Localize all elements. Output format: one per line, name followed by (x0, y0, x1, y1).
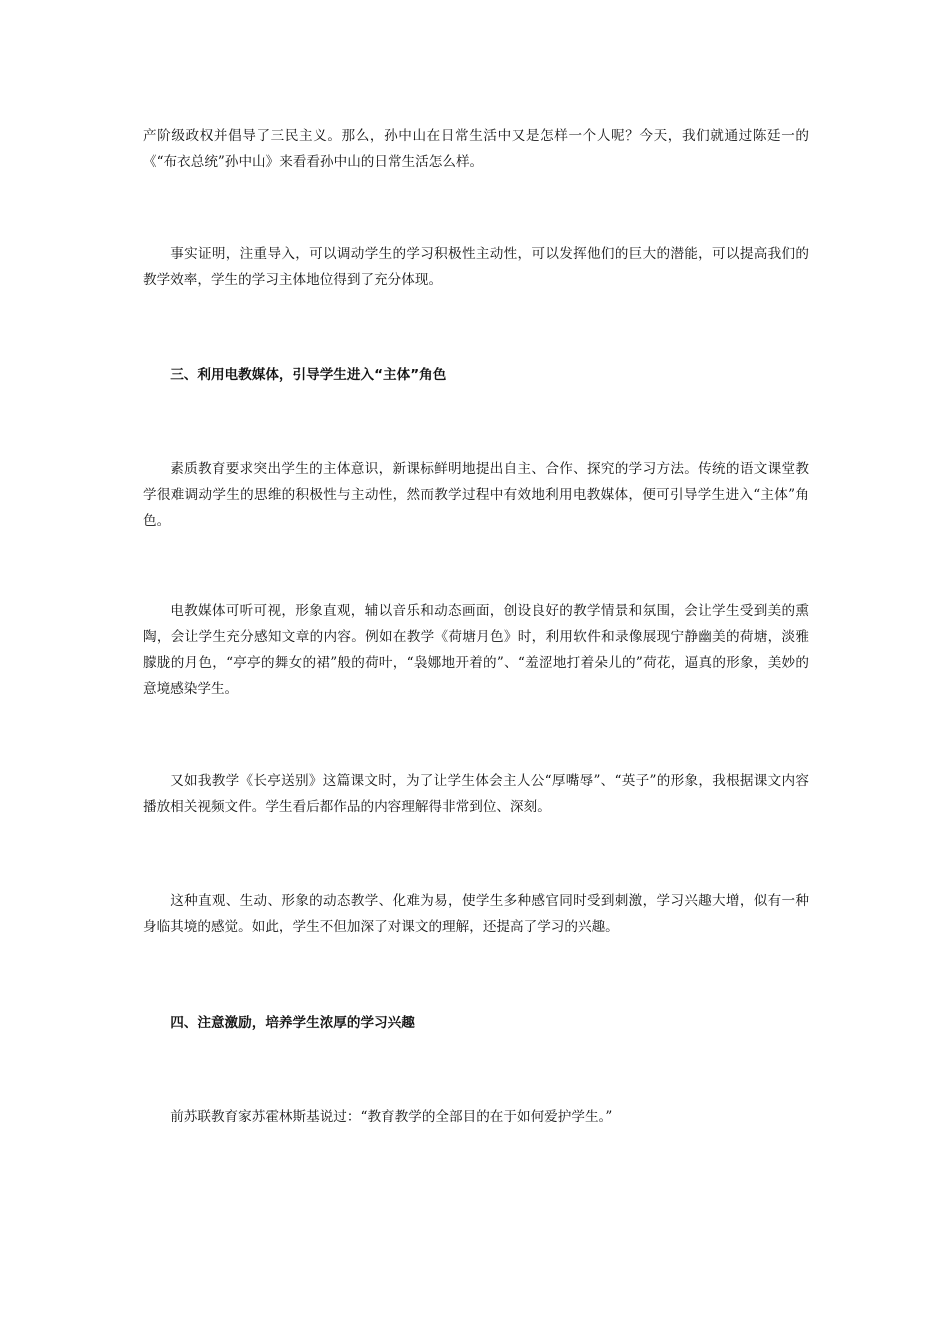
paragraph-introduction-effect: 事实证明，注重导入，可以调动学生的学习积极性主动性，可以发挥他们的巨大的潜能，可以提高我们的教学效率，学生的学习主体地位得到了充分体现。 (143, 246, 809, 288)
section-heading-3: 三、利用电教媒体，引导学生进入“主体”角色 (170, 367, 447, 383)
paragraph-quality-education: 素质教育要求突出学生的主体意识，新课标鲜明地提出自主、合作、探究的学习方法。传统的语文课堂教学很难调动学生的思维的积极性与主动性，然而教学过程中有效地利用电教媒体，便可引导学生进入“主体”角色。 (143, 461, 809, 529)
paragraph-multimedia-example: 电教媒体可听可视，形象直观，辅以音乐和动态画面，创设良好的教学情景和氛围，会让学生受到美的熏陶，会让学生充分感知文章的内容。例如在教学《荷塘月色》时，利用软件和录像展现宁静幽美的荷塘，淡雅朦胧的月色，“亭亭的舞女的裙”般的荷叶，“袅娜地开着的”、“羞涩地打着朵儿的”荷花，逼真的形象，美妙的意境感染学生。 (143, 603, 809, 697)
paragraph-dynamic-teaching: 这种直观、生动、形象的动态教学、化难为易，使学生多种感官同时受到刺激，学习兴趣大增，似有一种身临其境的感觉。如此，学生不但加深了对课文的理解，还提高了学习的兴趣。 (143, 893, 809, 935)
paragraph-sukhomlinsky-quote: 前苏联教育家苏霍林斯基说过：“教育教学的全部目的在于如何爱护学生。” (170, 1109, 613, 1125)
paragraph-sun-yatsen-intro: 产阶级政权并倡导了三民主义。那么，孙中山在日常生活中又是怎样一个人呢？今天，我们就通过陈廷一的《“布衣总统”孙中山》来看看孙中山的日常生活怎么样。 (143, 128, 809, 170)
paragraph-changting-example: 又如我教学《长亭送别》这篇课文时，为了让学生体会主人公“厚嘴辱”、“英子”的形象，我根据课文内容播放相关视频文件。学生看后都作品的内容理解得非常到位、深刻。 (143, 773, 809, 815)
section-heading-4: 四、注意激励，培养学生浓厚的学习兴趣 (170, 1015, 415, 1031)
